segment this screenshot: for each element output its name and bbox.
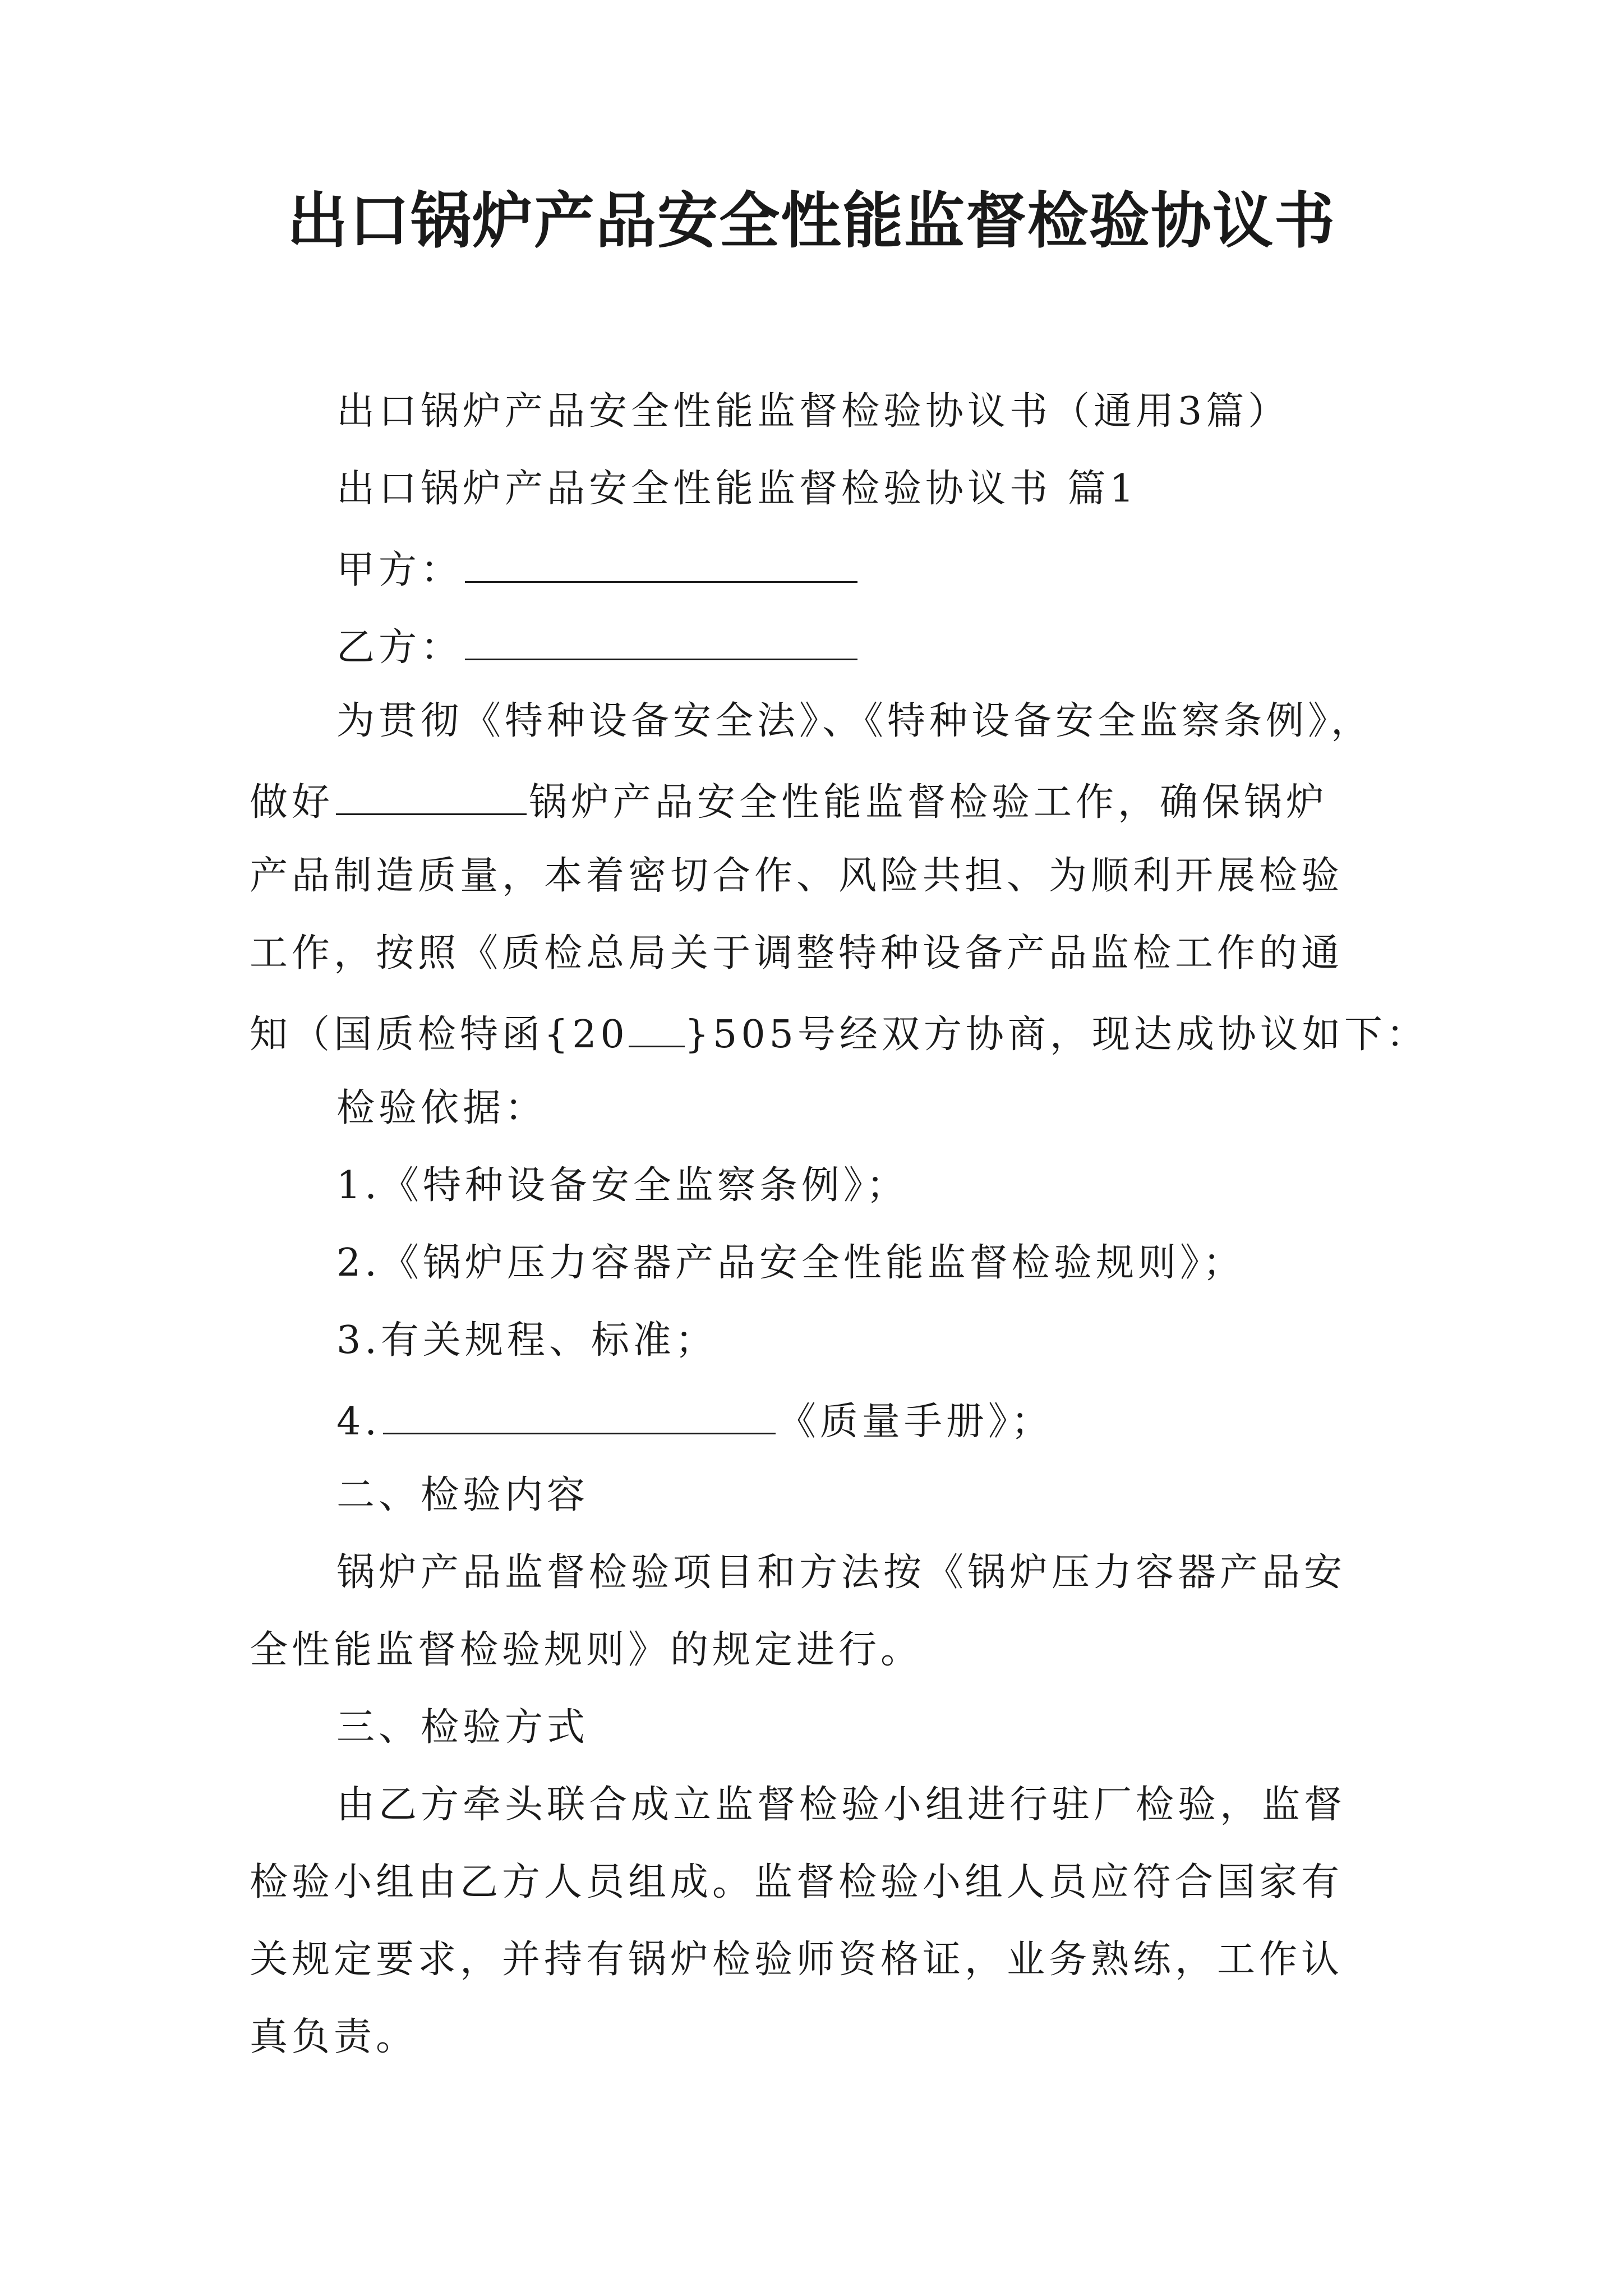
basis-item-2: 2.《锅炉压力容器产品安全性能监督检验规则》； [336, 1241, 1245, 1285]
party-a-line [336, 547, 860, 590]
content-heading: 二、检验内容 [336, 1473, 589, 1517]
basis-heading: 检验依据： [336, 1086, 547, 1130]
party-a-blank [465, 547, 857, 583]
intro-line-2-end: 锅炉产品安全性能监督检验工作，确保锅炉 [529, 780, 1329, 825]
intro-line-4: 工作，按照《质检总局关于调整特种设备产品监检工作的通 [250, 931, 1344, 976]
basis-item-4-text: 《质量手册》； [777, 1400, 1053, 1444]
method-line-3: 关规定要求，并持有锅炉检验师资格证，业务熟练，工作认 [250, 1938, 1344, 1982]
party-b-label: 乙方： [336, 625, 463, 670]
intro-line-1: 为贯彻《特种设备安全法》、《特种设备安全监察条例》， [336, 699, 1373, 743]
intro-line-5 [250, 1012, 1428, 1057]
intro-blank [336, 780, 527, 815]
content-line-1: 锅炉产品监督检验项目和方法按《锅炉压力容器产品安 [336, 1550, 1347, 1595]
content-line-2: 全性能监督检验规则》的规定进行。 [250, 1628, 923, 1672]
party-b-line [336, 625, 860, 670]
section-title: 出口锅炉产品安全性能监督检验协议书 篇1 [336, 467, 1138, 511]
intro-line-2-start: 做好 [250, 780, 334, 825]
party-a-label: 甲方： [336, 548, 463, 592]
intro-line-2 [250, 780, 1329, 825]
intro-line-5-end: }505号经双方协商，现达成协议如下： [684, 1013, 1428, 1057]
year-blank [629, 1012, 685, 1047]
basis-item-4 [336, 1399, 1053, 1444]
method-heading: 三、检验方式 [336, 1705, 589, 1750]
basis-item-1: 1.《特种设备安全监察条例》； [336, 1163, 909, 1208]
party-b-blank [465, 625, 857, 660]
method-line-4: 真负责。 [250, 2015, 418, 2059]
basis-item-4-number: 4. [336, 1400, 381, 1444]
manual-blank [383, 1399, 776, 1434]
intro-line-3: 产品制造质量，本着密切合作、风险共担、为顺利开展检验 [250, 854, 1344, 898]
method-line-2: 检验小组由乙方人员组成。监督检验小组人员应符合国家有 [250, 1860, 1344, 1904]
intro-line-5-start: 知（国质检特函{20 [250, 1013, 629, 1057]
document-subtitle: 出口锅炉产品安全性能监督检验协议书（通用3篇） [336, 389, 1290, 434]
document-title: 出口锅炉产品安全性能监督检验协议书 [287, 186, 1336, 256]
basis-item-3: 3.有关规程、标准； [336, 1318, 717, 1363]
method-line-1: 由乙方牵头联合成立监督检验小组进行驻厂检验，监督 [336, 1783, 1347, 1827]
